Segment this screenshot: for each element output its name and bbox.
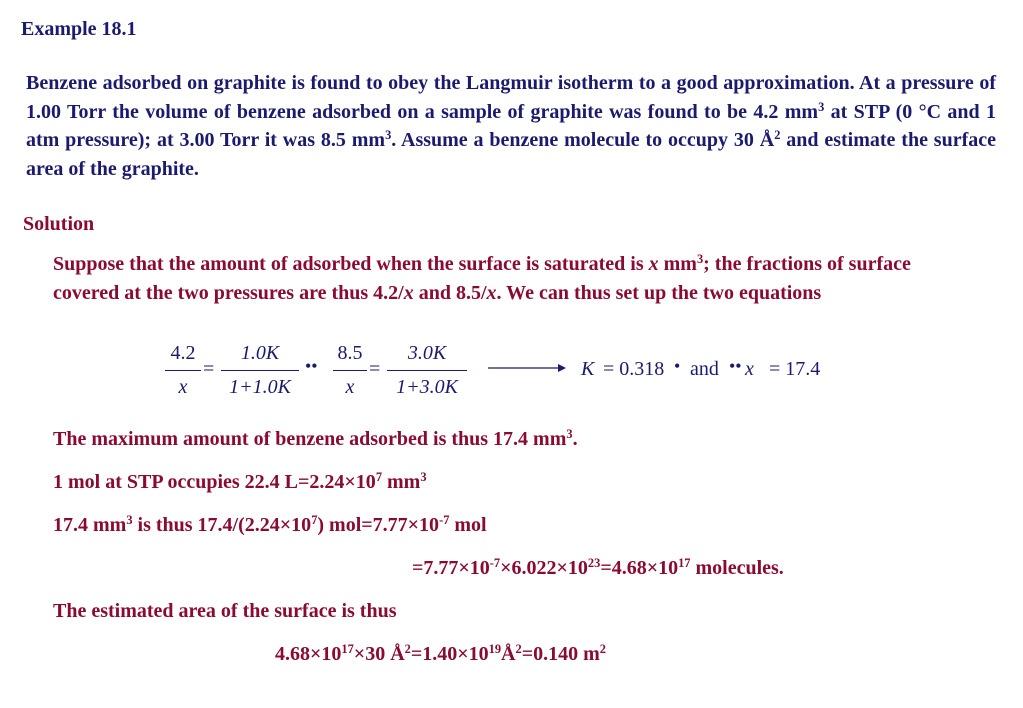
line3-text-c: ) mol=7.77×10 (317, 514, 440, 536)
problem-sup-3: 2 (774, 128, 781, 143)
molecules-line (412, 557, 784, 580)
intro-x-1: x (648, 253, 659, 275)
right-arrow-icon (488, 362, 566, 374)
line3-sup-2: 7 (311, 513, 318, 528)
molar-volume-line (53, 471, 427, 494)
line1-text: The maximum amount of benzene adsorbed is thus 17.4 mm (53, 428, 567, 450)
intro-x-2: x (403, 281, 414, 304)
area-result-line (275, 643, 606, 666)
line3-text-d: mol (449, 514, 487, 536)
langmuir-equation (163, 342, 843, 402)
line4-text-b: ×6.022×10 (500, 557, 588, 579)
line2-sup-1: 7 (375, 470, 383, 485)
line6-sup-1: 17 (341, 642, 354, 657)
fraction-denominator: 1+3.0K (396, 376, 458, 398)
result-K: K (581, 358, 595, 380)
line6-sup-5: 2 (599, 642, 606, 657)
line4-text-c: =4.68×10 (600, 557, 679, 579)
intro-text-d: and 8.5/ (413, 281, 487, 304)
line6-text-b: ×30 Å (353, 643, 405, 665)
intro-sup: 3 (696, 252, 704, 267)
line4-sup-1: -7 (489, 556, 501, 571)
intro-x-3: x (486, 281, 497, 304)
separator-dots: •• (305, 356, 318, 376)
fraction-denominator: x (178, 376, 188, 398)
moles-line (53, 514, 487, 537)
line3-sup-3: -7 (439, 513, 450, 528)
line2-text-a: 1 mol at STP occupies 22.4 L=2.24×10 (53, 471, 376, 493)
line1-end: . (572, 428, 578, 450)
line4-sup-3: 17 (678, 556, 691, 571)
problem-text-1: Benzene adsorbed on graphite is found to obey the Langmuir isotherm to a good approximation. At a pressure of 1.00 Torr the volume of benzene adsorbed on a sample of graphite was found to be 4.2 mm (26, 72, 996, 123)
separator-dots: •• (729, 356, 742, 376)
line2-sup-2: 3 (420, 470, 427, 485)
estimated-area-line: The estimated area of the surface is thus (53, 600, 397, 622)
line3-sup-1: 3 (126, 513, 133, 528)
result-x-value: = 17.4 (769, 358, 821, 380)
fraction-bar (165, 370, 201, 371)
problem-text-3: . Assume a benzene molecule to occupy 30 Å (391, 129, 775, 152)
fraction-numerator: 8.5 (337, 342, 363, 364)
line6-text-a: 4.68×10 (275, 643, 342, 665)
result-and: and (690, 358, 719, 380)
fraction-denominator: x (345, 376, 355, 398)
example-title: Example 18.1 (21, 18, 137, 40)
separator-dots: • (674, 356, 681, 376)
equals-sign: = (203, 358, 215, 380)
equals-sign: = (369, 358, 381, 380)
fraction-numerator: 1.0K (240, 342, 280, 364)
line6-text-e: =0.140 m (521, 643, 600, 665)
problem-text-4: and estimate the surface area of the graphite. (26, 129, 997, 180)
line3-text-a: 17.4 mm (53, 514, 127, 536)
intro-text-c: ; the fractions of surface covered at the two pressures are thus 4.2/ (53, 253, 911, 304)
result-x: x (745, 358, 754, 380)
line2-text-b: mm (382, 471, 421, 493)
solution-intro (53, 250, 968, 307)
fraction-bar (387, 370, 467, 371)
line6-sup-3: 19 (488, 642, 502, 657)
line4-sup-2: 23 (587, 556, 601, 571)
problem-statement (26, 69, 996, 183)
fraction-numerator: 4.2 (170, 342, 196, 364)
fraction-denominator: 1+1.0K (229, 376, 291, 398)
problem-text-2: at STP (0 °C and 1 atm pressure); at 3.00 Torr it was 8.5 mm (26, 100, 996, 152)
line6-text-d: Å (501, 643, 516, 665)
fraction-bar (333, 370, 367, 371)
fraction-bar (221, 370, 299, 371)
result-K-value: = 0.318 (603, 358, 665, 380)
intro-text-b: mm (658, 253, 697, 275)
line4-text-a: =7.77×10 (412, 557, 490, 579)
problem-sup-2: 3 (385, 128, 392, 143)
line1-sup: 3 (566, 427, 573, 442)
line4-text-d: molecules. (690, 557, 784, 579)
fraction-numerator: 3.0K (407, 342, 447, 364)
intro-text-a: Suppose that the amount of adsorbed when the surface is saturated is (53, 253, 649, 275)
line6-text-c: =1.40×10 (410, 643, 489, 665)
solution-heading: Solution (23, 213, 95, 235)
line6-sup-4: 2 (515, 642, 522, 657)
line6-sup-2: 2 (404, 642, 411, 657)
max-adsorbed-line (53, 428, 578, 451)
intro-text-e: . We can thus set up the two equations (496, 281, 822, 304)
line3-text-b: is thus 17.4/(2.24×10 (132, 514, 312, 536)
problem-sup-1: 3 (818, 99, 825, 114)
